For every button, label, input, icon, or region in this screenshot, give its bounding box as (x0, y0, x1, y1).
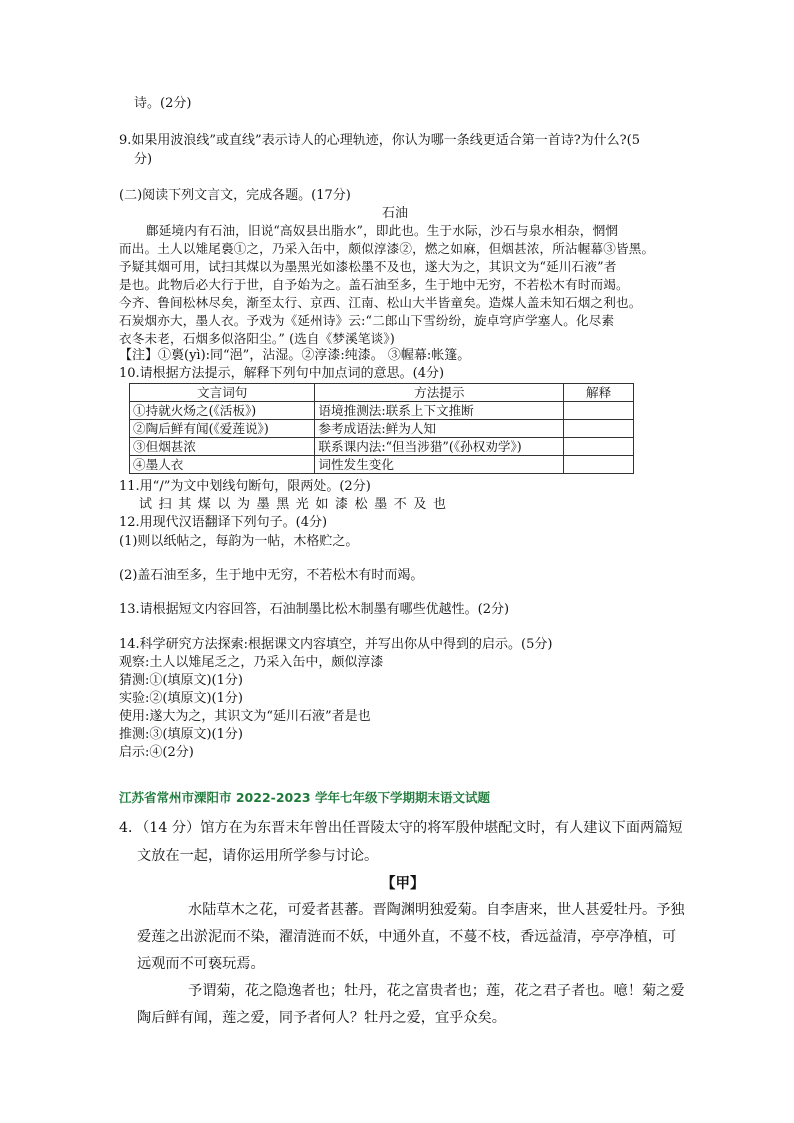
q14-usage: 使用:遂大为之，其识文为“延川石液”者是也 (119, 709, 371, 724)
table-header-row (130, 384, 634, 402)
translate-sentence-1: (1)则以纸帖之，每韵为一帖，木格贮之。 (119, 534, 359, 549)
passage-line: 衣冬未老，石烟多似洛阳尘。” (选自《梦溪笔谈》) (119, 331, 395, 346)
cell-method: 联系课内法:“但当涉猎”(《孙权劝学》) (315, 438, 564, 456)
jia-paragraph-line: 水陆草木之花，可爱者甚蕃。晋陶渊明独爱菊。自李唐来，世人甚爱牡丹。予独 (188, 902, 685, 918)
q14-inference: 推测:③(填原文)(1分) (119, 727, 243, 742)
cell-explanation[interactable] (564, 438, 634, 456)
passage-line: 是也。此物后必大行于世，自予始为之。盖石油至多，生于地中无穷，不若松木有时而竭。 (119, 277, 629, 292)
passage-title: 石油 (382, 206, 409, 221)
jia-paragraph-line: 陶后鲜有闻，莲之爱，同予者何人？牡丹之爱，宜乎众矣。 (137, 1010, 506, 1026)
q14-guess: 猜测:①(填原文)(1分) (119, 673, 243, 688)
text-label-jia: 【甲】 (381, 875, 425, 892)
q14-insight: 启示:④(2分) (119, 745, 194, 760)
cell-phrase: ④墨人衣 (130, 456, 315, 474)
punctuation-sentence[interactable]: 试扫其煤以为墨黑光如漆松墨不及也 (139, 497, 453, 512)
question-10-stem: 10.请根据方法提示，解释下列句中加点词的意思。(4分) (119, 366, 445, 381)
q14-experiment: 实验:②(填原文)(1分) (119, 691, 243, 706)
cell-phrase: ③但烟甚浓 (130, 438, 315, 456)
question-4-line2: 文放在一起，请你运用所学参与讨论。 (137, 848, 379, 864)
cell-method: 词性发生变化 (315, 456, 564, 474)
cell-explanation[interactable] (564, 420, 634, 438)
cell-explanation[interactable] (564, 456, 634, 474)
col-header-phrase: 文言词句 (130, 384, 315, 402)
passage-line: 今齐、鲁间松林尽矣，渐至太行、京西、江南、松山大半皆童矣。造煤人盖未知石烟之利也。 (119, 295, 642, 310)
passage-line: 鄜延境内有石油，旧说“高奴县出脂水”，即此也。生于水际，沙石与泉水相杂，惘惘 (146, 223, 618, 238)
poem-question-tail: 诗。(2分) (134, 96, 192, 111)
passage-line: 予疑其烟可用，试扫其煤以为墨黑光如漆松墨不及也，遂大为之，其识文为“延川石液”者 (119, 259, 617, 274)
jia-paragraph-line: 爱莲之出淤泥而不染，濯清涟而不妖，中通外直，不蔓不枝，香远益清，亭亭净植，可 (137, 929, 677, 945)
cell-explanation[interactable] (564, 402, 634, 420)
question-13-stem: 13.请根据短文内容回答，石油制墨比松木制墨有哪些优越性。(2分) (119, 602, 510, 617)
table-row (130, 438, 634, 456)
question-11-stem: 11.用“/”为文中划线句断句，限两处。(2分) (119, 479, 371, 494)
table-row (130, 420, 634, 438)
question-14-stem: 14.科学研究方法探索:根据课文内容填空，并写出你从中得到的启示。(5分) (119, 637, 553, 652)
translate-sentence-2: (2)盖石油至多，生于地中无穷，不若松木有时而竭。 (119, 568, 424, 583)
cell-method: 参考成语法:鲜为人知 (315, 420, 564, 438)
question-4-line1: 4．（14 分）馆方在为东晋末年曾出任晋陵太守的将军殷仲堪配文时，有人建议下面两篇短 (119, 820, 683, 836)
q14-observation: 观察:土人以雉尾乏之，乃采入缶中，颇似淳漆 (119, 655, 384, 670)
exam-source-heading: 江苏省常州市溧阳市 2022-2023 学年七年级下学期期末语文试题 (119, 790, 490, 805)
col-header-explanation: 解释 (564, 384, 634, 402)
section-heading: (二)阅读下列文言文，完成各题。(17分) (119, 188, 351, 203)
table-row (130, 456, 634, 474)
jia-paragraph-line: 予谓菊，花之隐逸者也；牡丹，花之富贵者也；莲，花之君子者也。噫！菊之爱 (188, 983, 685, 999)
method-table (129, 383, 634, 474)
passage-line: 石炭烟亦大，墨人衣。予戏为《延州诗》云:“二郎山下雪纷纷，旋卓穹庐学塞人。化尽素 (119, 313, 615, 328)
question-9-line2: 分) (134, 152, 153, 167)
table-row (130, 402, 634, 420)
cell-method: 语境推测法:联系上下文推断 (315, 402, 564, 420)
col-header-method: 方法提示 (315, 384, 564, 402)
question-9-line1: 9.如果用波浪线”或直线”表示诗人的心理轨迹，你认为哪一条线更适合第一首诗?为什么?(5 (119, 133, 640, 148)
jia-paragraph-line: 远观而不可亵玩焉。 (137, 956, 265, 972)
question-12-stem: 12.用现代汉语翻译下列句子。(4分) (119, 515, 328, 530)
passage-line: 而出。土人以雉尾裛①之，乃采入缶中，颇似淳漆②，燃之如麻，但烟甚浓，所沾幄幕③皆黑。 (119, 241, 655, 256)
annotation-note: 【注】①裛(yì):同“浥”，沾湿。②淳漆:纯漆。 ③幄幕:帐篷。 (119, 348, 471, 363)
cell-phrase: ②陶后鲜有闻(《爱莲说》) (130, 420, 315, 438)
cell-phrase: ①持就火炀之(《活板》) (130, 402, 315, 420)
